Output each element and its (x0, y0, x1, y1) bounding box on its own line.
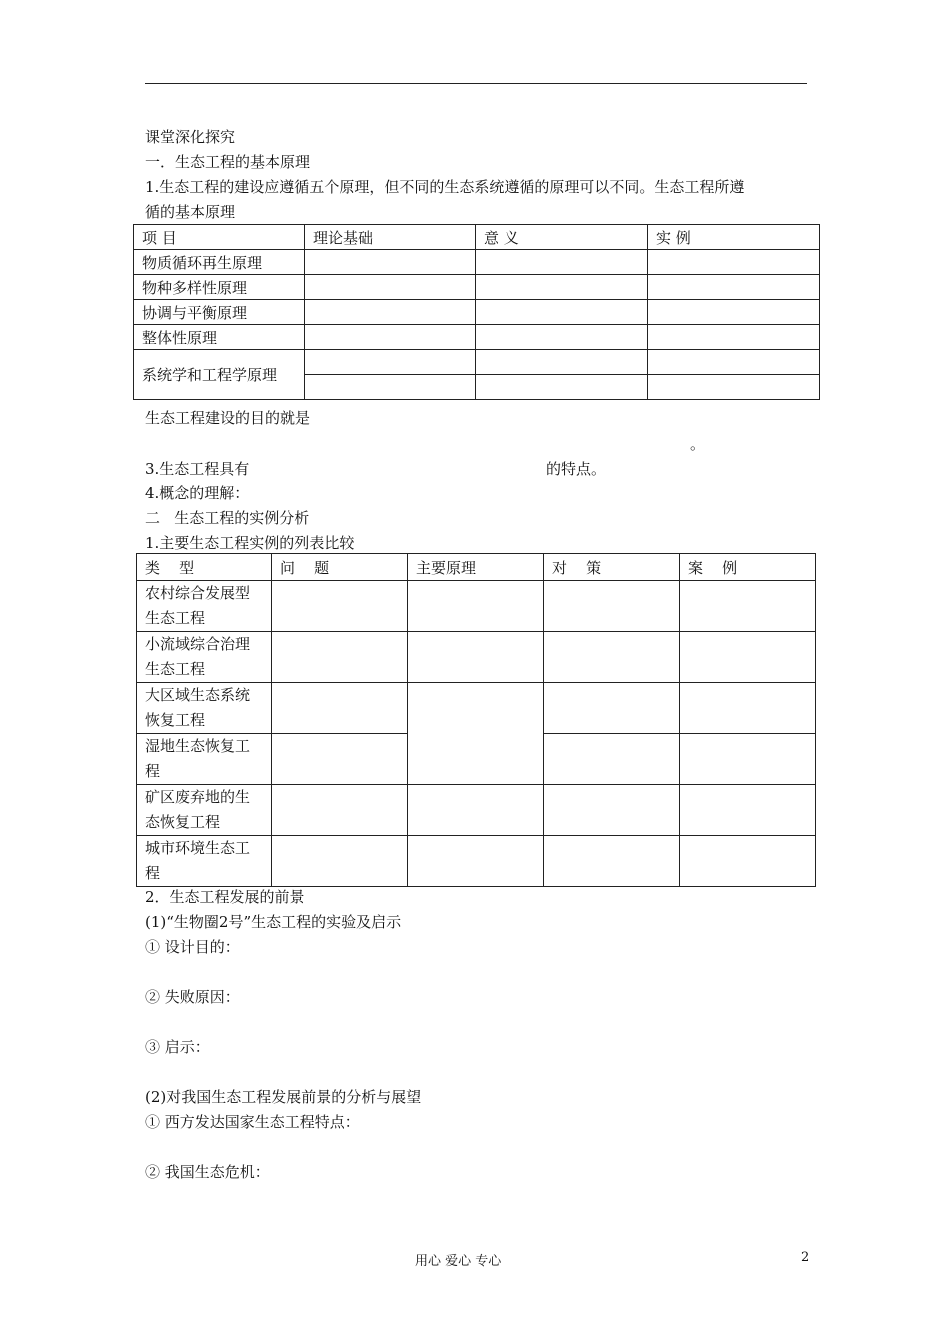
blank-cell (680, 836, 816, 887)
item-western-features: ① 西方发达国家生态工程特点： (145, 1113, 360, 1131)
row-label-line: 农村综合发展型 (145, 584, 251, 602)
row-label (137, 632, 272, 683)
row-label-line: 恢复工程 (145, 711, 206, 729)
blank-cell (680, 632, 816, 683)
table-row (137, 632, 816, 683)
blank-cell (272, 734, 408, 785)
blank-cell (680, 581, 816, 632)
blank-cell (680, 683, 816, 734)
blank-cell (476, 275, 648, 300)
principles-table (133, 224, 820, 400)
section-2-paragraph-2: 2．生态工程发展的前景 (145, 888, 305, 906)
table-row (134, 350, 820, 375)
header-cell: 类 型 (137, 554, 272, 581)
table-row (137, 785, 816, 836)
row-label-line: 大区域生态系统 (145, 686, 251, 704)
table-row (137, 836, 816, 887)
section-2-title: 二 生态工程的实例分析 (145, 509, 310, 527)
blank-cell (680, 785, 816, 836)
header-cell: 理论基础 (305, 225, 476, 250)
paragraph-1-line-1: 1.生态工程的建设应遵循五个原理，但不同的生态系统遵循的原理可以不同。生态工程所遵 (145, 178, 745, 196)
blank-cell (305, 350, 476, 375)
footer-text: 用心 爱心 专心 (415, 1254, 502, 1269)
blank-cell (648, 250, 820, 275)
blank-cell (476, 300, 648, 325)
table-header-row (137, 554, 816, 581)
blank-cell (272, 785, 408, 836)
table-row (134, 325, 820, 350)
section-2-paragraph-1: 1.主要生态工程实例的列表比较 (145, 534, 355, 552)
blank-cell (408, 683, 544, 785)
blank-cell (648, 275, 820, 300)
table-row (134, 275, 820, 300)
row-label-line: 城市环境生态工 (145, 839, 251, 857)
row-label-line: 态恢复工程 (145, 813, 221, 831)
row-label (137, 683, 272, 734)
row-label-line: 小流域综合治理 (145, 635, 251, 653)
header-rule (145, 83, 807, 84)
table-row (134, 300, 820, 325)
row-label (137, 836, 272, 887)
header-cell: 主要原理 (408, 554, 544, 581)
row-label: 系统学和工程学原理 (134, 350, 305, 400)
blank-cell (476, 325, 648, 350)
item-design-purpose: ① 设计目的： (145, 938, 240, 956)
blank-cell (648, 375, 820, 400)
row-label-line: 生态工程 (145, 660, 206, 678)
blank-cell (544, 734, 680, 785)
subsection-2-title: (2)对我国生态工程发展前景的分析与展望 (145, 1088, 422, 1106)
item-insight: ③ 启示： (145, 1038, 210, 1056)
row-label-line: 程 (145, 864, 161, 882)
blank-cell (476, 250, 648, 275)
row-label: 物质循环再生原理 (134, 250, 305, 275)
blank-cell (408, 785, 544, 836)
blank-cell (272, 632, 408, 683)
paragraph-4: 4.概念的理解： (145, 484, 250, 502)
blank-cell (648, 300, 820, 325)
blank-cell (272, 683, 408, 734)
paragraph-2: 生态工程建设的目的就是 (145, 409, 311, 427)
row-label-line: 湿地生态恢复工 (145, 737, 251, 755)
header-cell: 意 义 (476, 225, 648, 250)
blank-cell (544, 581, 680, 632)
row-label: 协调与平衡原理 (134, 300, 305, 325)
table-header-row (134, 225, 820, 250)
blank-cell (544, 785, 680, 836)
case-comparison-table (136, 553, 816, 887)
blank-cell (680, 734, 816, 785)
blank-cell (648, 325, 820, 350)
blank-cell (544, 836, 680, 887)
paragraph-2-end: 。 (690, 435, 706, 453)
blank-cell (408, 632, 544, 683)
section-1-title: 一．生态工程的基本原理 (145, 153, 311, 171)
blank-cell (476, 375, 648, 400)
row-label-line: 生态工程 (145, 609, 206, 627)
table-row (137, 683, 816, 734)
blank-cell (544, 683, 680, 734)
row-label: 整体性原理 (134, 325, 305, 350)
blank-cell (272, 836, 408, 887)
blank-cell (305, 375, 476, 400)
row-label-line: 矿区废弃地的生 (145, 788, 251, 806)
blank-cell (305, 250, 476, 275)
subsection-1-title: (1)“生物圈2号”生态工程的实验及启示 (145, 913, 402, 931)
header-cell: 案 例 (680, 554, 816, 581)
blank-cell (648, 350, 820, 375)
item-ecological-crisis: ② 我国生态危机： (145, 1163, 270, 1181)
paragraph-3-end: 的特点。 (546, 460, 607, 478)
paragraph-1-line-2: 循的基本原理 (145, 203, 236, 221)
table-row (134, 250, 820, 275)
item-failure-reason: ② 失败原因： (145, 988, 240, 1006)
row-label (137, 581, 272, 632)
blank-cell (544, 632, 680, 683)
header-cell: 实 例 (648, 225, 820, 250)
blank-cell (476, 350, 648, 375)
blank-cell (305, 275, 476, 300)
blank-cell (408, 581, 544, 632)
header-cell: 项 目 (134, 225, 305, 250)
section-heading: 课堂深化探究 (145, 128, 236, 146)
row-label (137, 734, 272, 785)
row-label: 物种多样性原理 (134, 275, 305, 300)
blank-cell (305, 325, 476, 350)
paragraph-3-start: 3.生态工程具有 (145, 460, 250, 478)
blank-cell (272, 581, 408, 632)
blank-cell (408, 836, 544, 887)
header-cell: 对 策 (544, 554, 680, 581)
row-label (137, 785, 272, 836)
table-row (137, 581, 816, 632)
page-number: 2 (801, 1250, 810, 1265)
blank-cell (305, 300, 476, 325)
row-label-line: 程 (145, 762, 161, 780)
header-cell: 问 题 (272, 554, 408, 581)
